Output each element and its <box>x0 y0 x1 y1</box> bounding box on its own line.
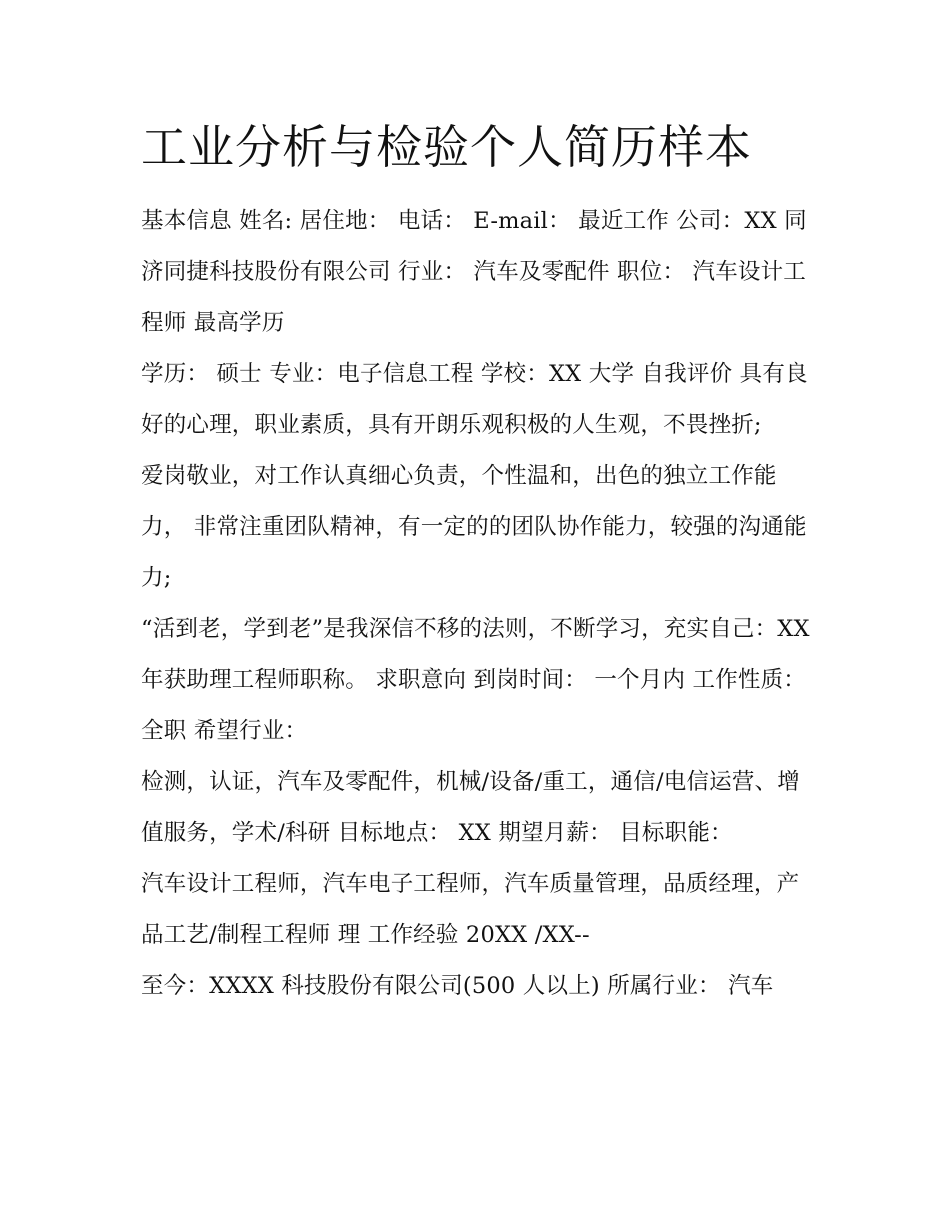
paragraph-target-functions: 汽车设计工程师，汽车电子工程师，汽车质量管理，品质经理，产品工艺/制程工程师 理 工作经验 20XX /XX-- <box>141 871 800 948</box>
paragraph-work-experience: 至今：XXXX 科技股份有限公司(500 人以上) 所属行业： 汽车 <box>141 973 774 999</box>
paragraph-work-attitude: 爱岗敬业，对工作认真细心负责，个性温和，出色的独立工作能力， 非常注重团队精神，有一定的的团队协作能力，较强的沟通能力; <box>141 463 807 591</box>
paragraph-learning-job-intention: “活到老，学到老”是我深信不移的法则，不断学习，充实自己：XX 年获助理工程师职称。 求职意向 到岗时间： 一个月内 工作性质： 全职 希望行业： <box>141 616 810 744</box>
document-title: 工业分析与检验个人简历样本 <box>141 120 752 174</box>
paragraph-basic-info: 基本信息 姓名: 居住地： 电话： E-mail： 最近工作 公司：XX 同济同捷科技股份有限公司 行业： 汽车及零配件 职位： 汽车设计工程师 最高学历 <box>141 208 807 336</box>
paragraph-education-self-evaluation: 学历： 硕士 专业：电子信息工程 学校：XX 大学 自我评价 具有良好的心理，职业素质，具有开朗乐观积极的人生观，不畏挫折; <box>141 361 808 438</box>
document-body <box>141 112 821 1012</box>
paragraph-desired-industries: 检测，认证，汽车及零配件，机械/设备/重工，通信/电信运营、增值服务，学术/科研 目标地点： XX 期望月薪： 目标职能： <box>141 769 800 846</box>
